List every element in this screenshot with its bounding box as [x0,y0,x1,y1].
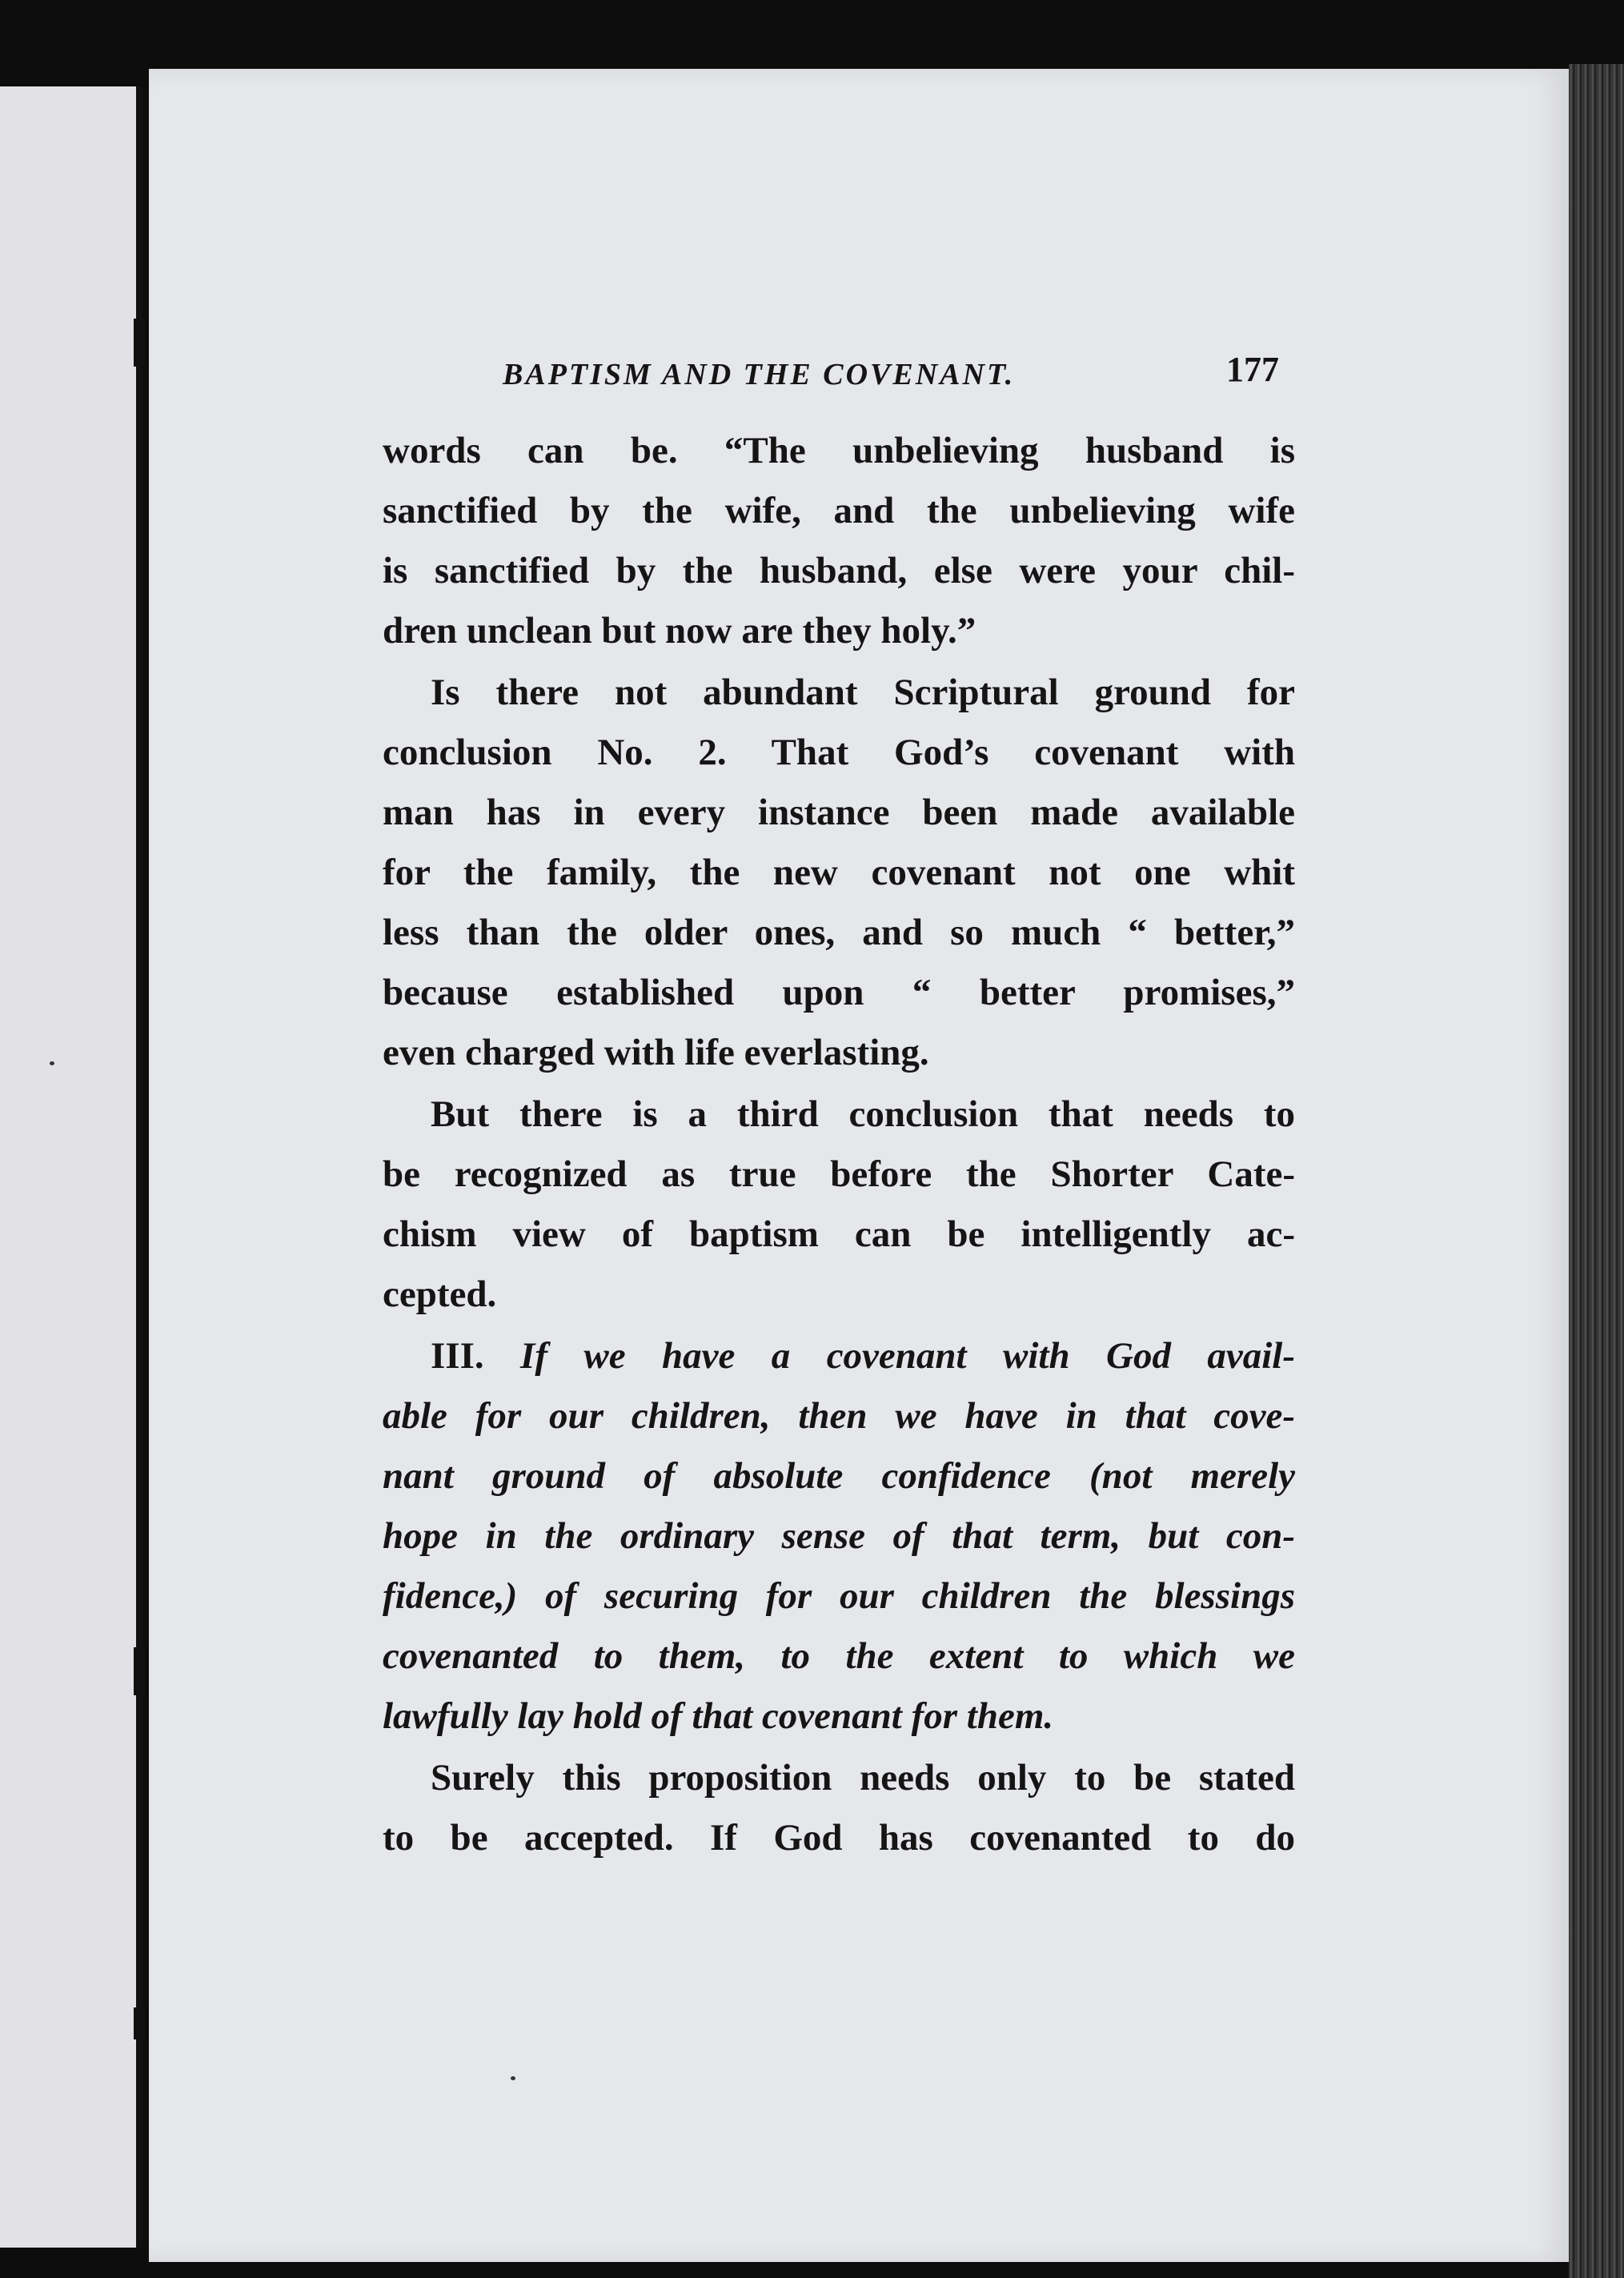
running-title: BAPTISM AND THE COVENANT. [503,358,1016,391]
binding-mark [134,1647,145,1695]
binding-mark [134,2007,145,2039]
page-text [383,343,1295,1868]
text-line: lawfully lay hold of that covenant for them. [383,1695,1054,1737]
text-line: because established upon “ better promises,” [383,972,1295,1013]
scan-speck [511,2076,515,2080]
text-line: man has in every instance been made available [383,792,1295,833]
running-head [383,343,1295,399]
paragraph [383,1748,1295,1868]
text-line: even charged with life everlasting. [383,1032,929,1073]
text-line: for the family, the new covenant not one whit [383,852,1295,893]
section-numeral: III. [431,1335,484,1377]
page-number: 177 [1226,350,1279,389]
text-line: to be accepted. If God has covenanted to do [383,1817,1295,1859]
text-line: able for our children, then we have in that cove- [383,1395,1295,1437]
text-line [383,1326,1295,1386]
text-line: words can be. “The unbelieving husband is [383,430,1295,471]
text-line: But there is a third conclusion that needs to [431,1093,1295,1135]
text-line: sanctified by the wife, and the unbelieving wife [383,490,1295,531]
paragraph-proposition [383,1326,1295,1747]
text-line: less than the older ones, and so much “ better,” [383,912,1295,953]
text-line: is sanctified by the husband, else were your chil- [383,550,1295,592]
text-line: Surely this proposition needs only to be stated [431,1757,1295,1799]
text-line: nant ground of absolute confidence (not merely [383,1455,1295,1497]
text-line: chism view of baptism can be intelligently ac- [383,1213,1295,1255]
binding-mark [134,319,145,367]
scan-speck [50,1061,54,1065]
page-stack-edge [1569,64,1624,2278]
text-line: conclusion No. 2. That God’s covenant with [383,732,1295,773]
text-line: cepted. [383,1273,497,1315]
text-line: dren unclean but now are they holy.” [383,610,976,652]
text-line: hope in the ordinary sense of that term, but con- [383,1515,1295,1557]
paragraph [383,663,1295,1083]
paragraph [383,421,1295,661]
paragraph [383,1085,1295,1325]
facing-page-edge [0,86,142,2248]
text-line: covenanted to them, to the extent to which we [383,1635,1295,1677]
binding-line [136,86,142,2248]
text-line: be recognized as true before the Shorter Cate- [383,1153,1295,1195]
text-line: fidence,) of securing for our children the blessings [383,1575,1295,1617]
text-run: If we have a covenant with God avail- [520,1335,1296,1377]
text-line: Is there not abundant Scriptural ground for [431,672,1295,713]
